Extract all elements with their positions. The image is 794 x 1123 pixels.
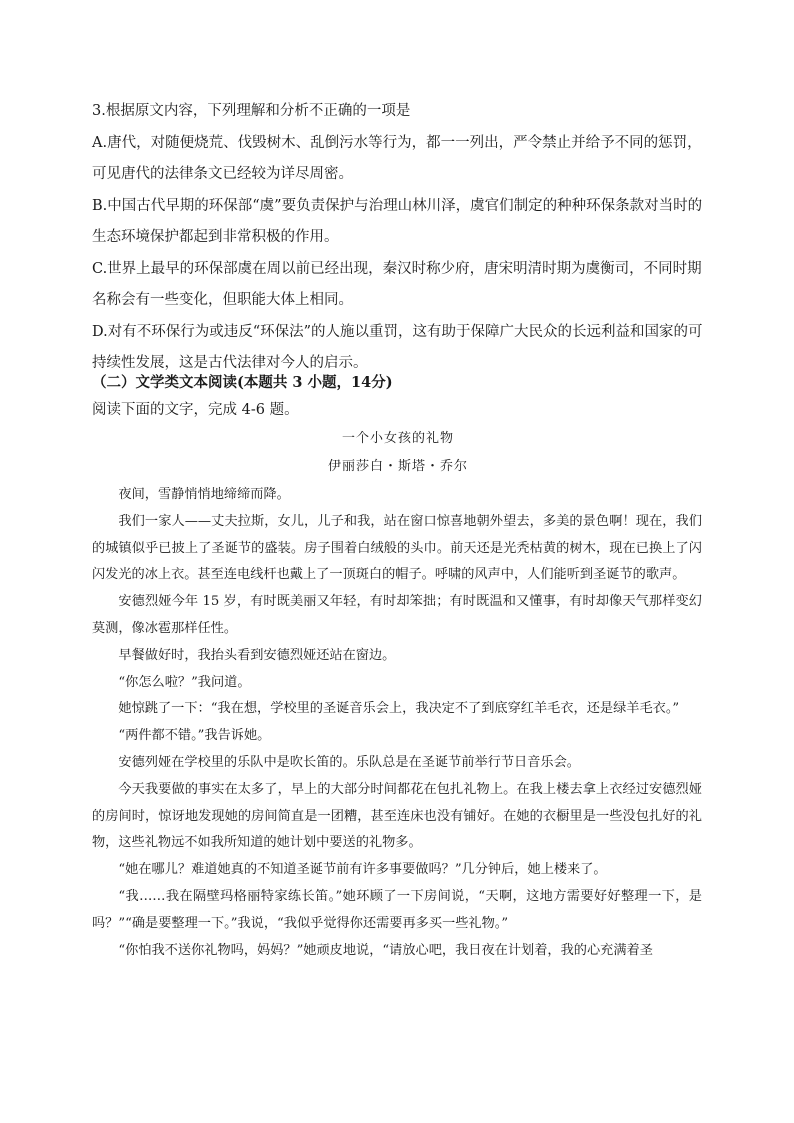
story-paragraph: 她惊跳了一下：“我在想，学校里的圣诞音乐会上，我决定不了到底穿红羊毛衣，还是绿羊毛衣。” <box>118 701 680 717</box>
story-paragraph: 夜间，雪静悄悄地缔缔而降。 <box>118 487 290 502</box>
option-d: D.对有不环保行为或违反“环保法”的人施以重罚，这有助于保障广大民众的长远利益和国家的可持续性发展，这是古代法律对今人的启示。 <box>92 323 703 371</box>
story-paragraph: “她在哪儿？难道她真的不知道圣诞节前有许多事要做吗？”几分钟后，她上楼来了。 <box>118 862 607 878</box>
option-c: C.世界上最早的环保部虞在周以前已经出现，秦汉时称少府，唐宋明清时期为虞衡司，不同时期名称会有一些变化，但职能大体上相同。 <box>92 260 702 308</box>
question-3 <box>92 96 704 380</box>
story-paragraph: “我……我在隔壁玛格丽特家练长笛。”她环顾了一下房间说，“天啊，这地方需要好好整理一下，是吗？”“确是要整理一下。”我说，“我似乎觉得你还需要再多买一些礼物。” <box>92 888 702 931</box>
story-paragraph: “你怎么啦？”我问道。 <box>118 674 251 690</box>
option-a: A.唐代，对随便烧荒、伐毁树木、乱倒污水等行为，都一一列出，严令禁止并给予不同的惩罚，可见唐代的法律条文已经较为详尽周密。 <box>92 134 702 182</box>
story-paragraph: “两件都不错。”我告诉她。 <box>118 728 271 744</box>
question-3-stem: 3.根据原文内容，下列理解和分析不正确的一项是 <box>92 103 411 119</box>
story-paragraph: 我们一家人——丈夫拉斯，女儿，儿子和我，站在窗口惊喜地朝外望去，多美的景色啊！现在，我们的城镇似乎已披上了圣诞节的盛装。房子围着白绒般的头巾。前天还是光秃枯黄的树木，现在已换上了闪闪发光的冰上衣。甚至连电线杆也戴上了一顶斑白的帽子。呼啸的风声中，人们能听到圣诞节的歌声。 <box>92 513 702 583</box>
story-paragraph: 今天我要做的事实在太多了，早上的大部分时间都花在包扎礼物上。在我上楼去拿上衣经过安德烈娅的房间时，惊讶地发现她的房间简直是一团糟，甚至连床也没有铺好。在她的衣橱里是一些没包扎好的礼物，这些礼物远不如我所知道的她计划中要送的礼物多。 <box>92 781 702 851</box>
option-b: B.中国古代早期的环保部“虞”要负责保护与治理山林川泽，虞官们制定的种种环保条款对当时的生态环境保护都起到非常积极的作用。 <box>92 197 703 245</box>
story-title: 一个小女孩的礼物 <box>341 431 454 446</box>
story-paragraph: 早餐做好时，我抬头看到安德烈娅还站在窗边。 <box>118 647 396 663</box>
section-instruction: 阅读下面的文字，完成 4-6 题。 <box>92 402 299 418</box>
story-paragraph: 安德烈娅今年 15 岁，有时既美丽又年轻，有时却笨拙；有时既温和又懂事，有时却像天气那样变幻莫测，像冰雹那样任性。 <box>92 594 702 636</box>
story-paragraph: 安德列娅在学校里的乐队中是吹长笛的。乐队总是在圣诞节前举行节日音乐会。 <box>118 754 580 770</box>
story-paragraph: “你怕我不送你礼物吗，妈妈？”她顽皮地说，“请放心吧，我日夜在计划着，我的心充满着圣 <box>118 942 653 958</box>
story-author: 伊丽莎白・斯塔・乔尔 <box>327 459 468 474</box>
section-heading: （二）文学类文本阅读(本题共 3 小题，14分) <box>92 374 393 391</box>
story-body <box>92 482 702 964</box>
